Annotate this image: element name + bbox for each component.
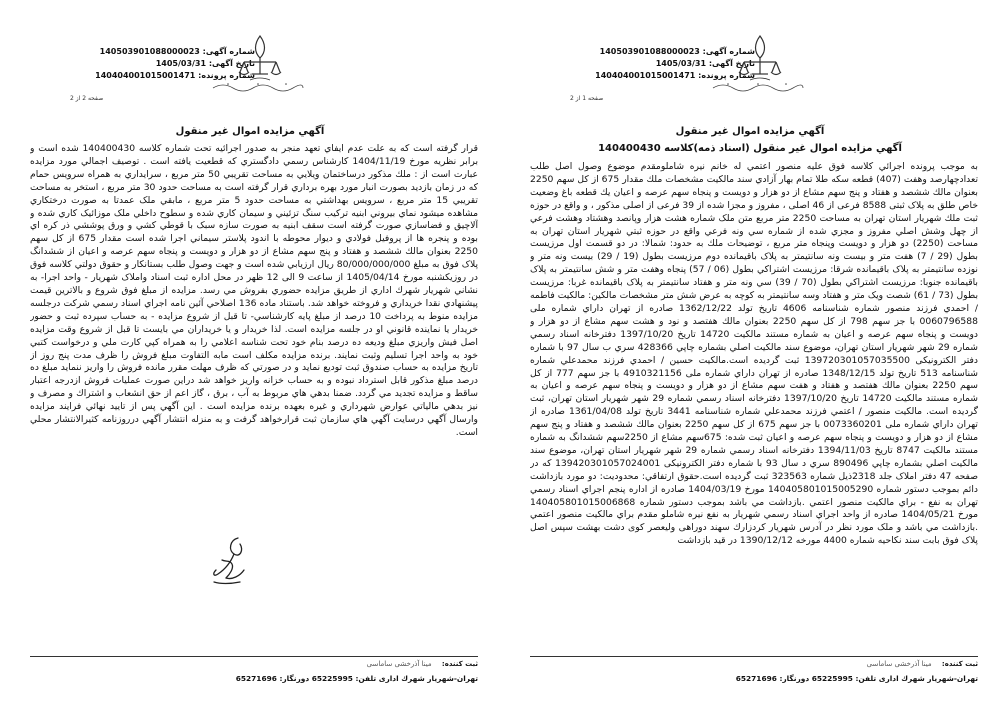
organization-caption-icon	[208, 80, 308, 92]
notice-number: 140503901088000023	[599, 47, 700, 56]
case-number: 140404001015001471	[95, 71, 196, 80]
notice-date: 1405/03/31	[655, 59, 707, 68]
notice-date: 1405/03/31	[155, 59, 207, 68]
notice-title: آگهي مزايده اموال غير منقول	[675, 126, 825, 137]
case-number-label: شماره پرونده:	[698, 71, 755, 80]
notice-page-1	[500, 0, 1000, 706]
registrar-label: ثبت کننده:	[441, 660, 478, 668]
notice-date-label: تاریخ آگهی:	[708, 59, 755, 68]
case-number: 140404001015001471	[595, 71, 696, 80]
page-indicator: صفحه 2 از 2	[70, 95, 104, 102]
registrar-row	[530, 660, 978, 668]
notice-number-label: شماره آگهی:	[702, 47, 755, 56]
footer-divider	[30, 656, 478, 657]
office-address: تهران-شهريار شهرك اداری تلفن: 65225995 دورنگار: 65271696	[235, 674, 478, 683]
notice-date-label: تاریخ آگهی:	[208, 59, 255, 68]
case-number-label: شماره پرونده:	[198, 71, 255, 80]
registrar-row	[30, 660, 478, 668]
signature-icon	[200, 530, 260, 590]
notice-number: 140503901088000023	[99, 47, 200, 56]
notice-subtitle: آگهي مزايده اموال غير منقول (اسناد ذمه)کلاسه 140400430	[598, 143, 902, 154]
registrar-name: مینا آذرخشی ساماسی	[366, 660, 432, 668]
office-address: تهران-شهريار شهرك اداری تلفن: 65225995 دورنگار: 65271696	[735, 674, 978, 683]
page-indicator: صفحه 1 از 2	[570, 95, 604, 102]
notice-body: قرار گرفته است كه به علت عدم ايفاي تعهد منجر به صدور اجرائيه تحت شماره كلاسه 140400430 شده است و برابر نظريه مورخ 1404/11/19 كارشناس رسمي دادگستري كه قطعيت يافته است . توصيف اجمالي مورد مزايده عبارت است از : ملك مذکور درساختمان ويلايي به مساحت تقريبي 50 متر مربع ، سرايداري به همراه سرويس حمام كه در زمان بازديد بصورت انبار مورد بهره برداري قرار گرفته است به مساحت حدود 30 متر مربع ، استخر به مساحت تقريبي 15 متر مربع ، سرويس بهداشتي به مساحت حدود 5 متر مربع ، مابقي ملک عمدتا به صورت درختكاري مشاهده ميشود نماي بيروني ابنيه تركيب سنگ تزئيني و سيمان كاري شده و سطوح داخلي ملک موزائيک كاري شده و آلاچيق و فضاسازي صورت گرفته است سقف ابنيه به صورت سازه سبک با قوطي كشي و ورق پوششي ذر كره اي بوده و پنجره ها از پروفيل فولادي و ديوار محوطه با اندود پلاستر سيماني اجرا شده است مقدار 675 از كل سهم 2250 بعنوان مالك ششصد و هفتاد و پنج سهم مشاع از دو هزار و دويست و پنجاه سهم عرصه و اعيان از ششدانگ پلاک فوق به مبلغ 80/000/000/000 ريال ارزيابي شده است و جهت وصول طلب بستانكار و حقوق دولتي كلاسه فوق در روزيكشنبه مورخ 1405/04/14 از ساعت 9 الی 12 ظهر در محل اداره ثبت اسناد واملاک شهريار - واحد اجرا- به نشاني شهريار شهرك اداري از طريق مزايده حضوري بفروش مي رسد. مزايده از مبلغ فوق شروع و بالاترين قيمت پيشنهادي نقدا خريداري و فروخته خواهد شد. باستناد ماده 136 اصلاحي آئين نامه اجراي اسناد رسمي شركت درجلسه مزايده منوط به پرداخت 10 درصد از مبلغ پايه كارشناسي- تا قبل از شروع مزايده - به حساب سپرده ثبت و حضور خريدار يا نماينده قانوني او در جلسه مزايده است. لذا خريدار و يا خريداران مي بايست تا قبل از شروع وقت مزايده اصل فيش واريزي مبلغ وديعه ده درصد بنام خود تحت شناسه اعلامي را به همراه كپي كارت ملي و درخواست كتبي خود به واحد اجرا تسليم وثبت نمايند. برنده مزايده مكلف است مابه التفاوت مبلغ فروش را ظرف مدت پنج روز از تاريخ مزايده به حساب صندوق ثبت توديع نمايد و در صورتي كه ظرف مهلت مقرر مانده فروش را واريز ننمايد مبلغ ده درصد مبلغ مذكور قابل استرداد نبوده و به حساب خزانه واريز خواهد شد دراين صورت عمليات فروش ازدرجه اعتبار ساقط و مزايده تجديد مي گردد. ضمنا بدهي هاي مربوط به آب ، برق ، گاز اعم از حق انشعاب و اشتراك و مصرف و نيز بدهي مالياتي عوارض شهرداري و غيره بعهده برنده مزايده است . اين آگهي پس از تاييد نهائي فرايند مزايده وارسال آگهي درسايت آگهي هاي سازمان ثبت قرارخواهد گرفت و به منزله انتشار آگهي درروزنامه كثيرالانتشار محلي است.	[30, 143, 478, 438]
footer-divider	[530, 656, 978, 657]
notice-body: به موجب پرونده اجرائي كلاسه فوق عليه منصور اعتمي له خانم نيره شاملومقدم موضوع وصول اصل طلب تعدادچهارصد وهفت (407) قطعه سكه طلا تمام بهار آزادي سند مالكيت مشخصات ملك مقدار 675 از كل سهم 2250 بعنوان مالك ششصد و هفتاد و پنج سهم مشاع از دو هزار و دويست و پنجاه سهم عرصه و اعيان يك قطعه باغ وضعيت خاص طلق به پلاک ثبتی 8588 فرعی از 46 اصلی ، مفروز و مجزا شده از 39 فرعی از اصلی مذکور ، و واقع در حوزه ثبت ملك شهريار استان تهران به مساحت 2250 متر مربع متن ملک شماره هشت هزار وپانصد وهشتاد وهشت فرعي از چهل وشش اصلي مفروز و مجزي شده از شماره سي ونه فرعي واقع در حوزه ثبتي شهريار استان تهران به مساحت (2250) دو هزار و دويست وپنجاه متر مربع ، توضيحات ملك به حدود: شمالا: در دو قسمت اول مرزيست بطول (29 / 7) هفت متر و بيست ونه سانتيمتر به پلاک باقيمانده دوم مرزيست بطول (19 / 29) بيست ونه متر و نوزده سانتيمتر به پلاک باقيمانده شرقا: مرزيست اشتراكي بطول (06 / 57) پنجاه وهفت متر و شش سانتيمتر به پلاک باقيمانده جنوبا: مرزيست اشتراكي بطول (70 / 39) سي ونه متر و هفتاد سانتيمتر به پلاک باقيمانده غربا: مرزيست بطول (73 / 61) شصت ويک متر و هفتاد وسه سانتيمتر به كوچه به عرض شش متر مشخصات مالكين: مالكيت فاطمه / احمدي فرزند منصور شماره شناسنامه 4606 تاريخ تولد 1362/12/22 صادره از تهران داراي شماره ملی 0060796588 با جز سهم 798 از كل سهم 2250 بعنوان مالك هفتصد و نود و هشت سهم مشاع از دو هزار و دويست و پنجاه سهم عرصه و اعيان به شماره مستند مالكيت 14720 تاريخ 1397/10/20 دفترخانه اسناد رسمي شماره 29 شهر شهريار استان تهران، موضوع سند مالكيت اصلي بشماره چاپي 428366 سري ب سال 97 با شماره دفتر الكترونيكی 139720301057035500 ثبت گرديده است.مالكيت حسين / احمدي فرزند محمدعلي شماره شناسنامه 513 تاريخ تولد 1348/12/15 صادره از تهران داراي شماره ملی 4910321156 با جز سهم 777 از كل سهم 2250 بعنوان مالك هفتصد و هفتاد و هفت سهم مشاع از دو هزار و دويست و پنجاه سهم عرصه و اعيان به شماره مستند مالكيت 14720 تاريخ 1397/10/20 دفترخانه اسناد رسمي شماره 29 شهر شهريار استان تهران، ثبت گرديده است. مالكيت منصور / اعتمي فرزند محمدعلي شماره شناسنامه 3441 تاريخ تولد 1361/04/08 صادره از تهران داراي شماره ملی 0073360201 با جز سهم 675 از كل سهم 2250 بعنوان مالك ششصد و هفتاد و پنج سهم مشاع از دو هزار و دويست و پنجاه سهم عرصه و اعيان ثبت شده: 675سهم مشاع از 2250سهم ششدانگ به شماره مستند مالكيت 8747 تاريخ 1394/11/03 دفترخانه اسناد رسمي شماره 29 شهر شهريار استان تهران، موضوع سند مالكيت اصلي بشماره چاپي 890496 سري د سال 93 با شماره دفتر الكترونيكی 139420301057024001 که در صفحه 47 دفتر املاک جلد 2318ذيل شماره 323563 ثبت گرديده است.حقوق ارتفاقي: محدوديت: دو مورد بازداشت دائم بموجب دستور شماره 140405801015005290 مورخ 1404/03/19 صادره از اداره پنجم اجراي اسناد رسمي تهران به نفع - براي مالكيت منصور اعتمي .بازداشت مي باشد بموجب دستور شماره 140405801015006868 مورخ 1404/05/21 صادره از واحد اجراي اسناد رسمي شهريار به نفع نيره شاملو مقدم براي مالكيت منصور اعتمي .بازداشت مي باشد و ملک مورد نظر در آدرس شهريار کردزارك سهند دوراهی وليعصر کوی دشت بهشت سپس اصل پلاک فوق بابت سند نكاحيه شماره 4400 مورخه 1390/12/12 در قيد بازداشت	[530, 161, 978, 547]
registrar-label: ثبت کننده:	[941, 660, 978, 668]
notice-number-label: شماره آگهی:	[202, 47, 255, 56]
notice-title: آگهي مزايده اموال غير منقول	[175, 126, 325, 137]
registrar-name: مینا آذرخشی ساماسی	[866, 660, 932, 668]
organization-caption-icon	[708, 80, 808, 92]
